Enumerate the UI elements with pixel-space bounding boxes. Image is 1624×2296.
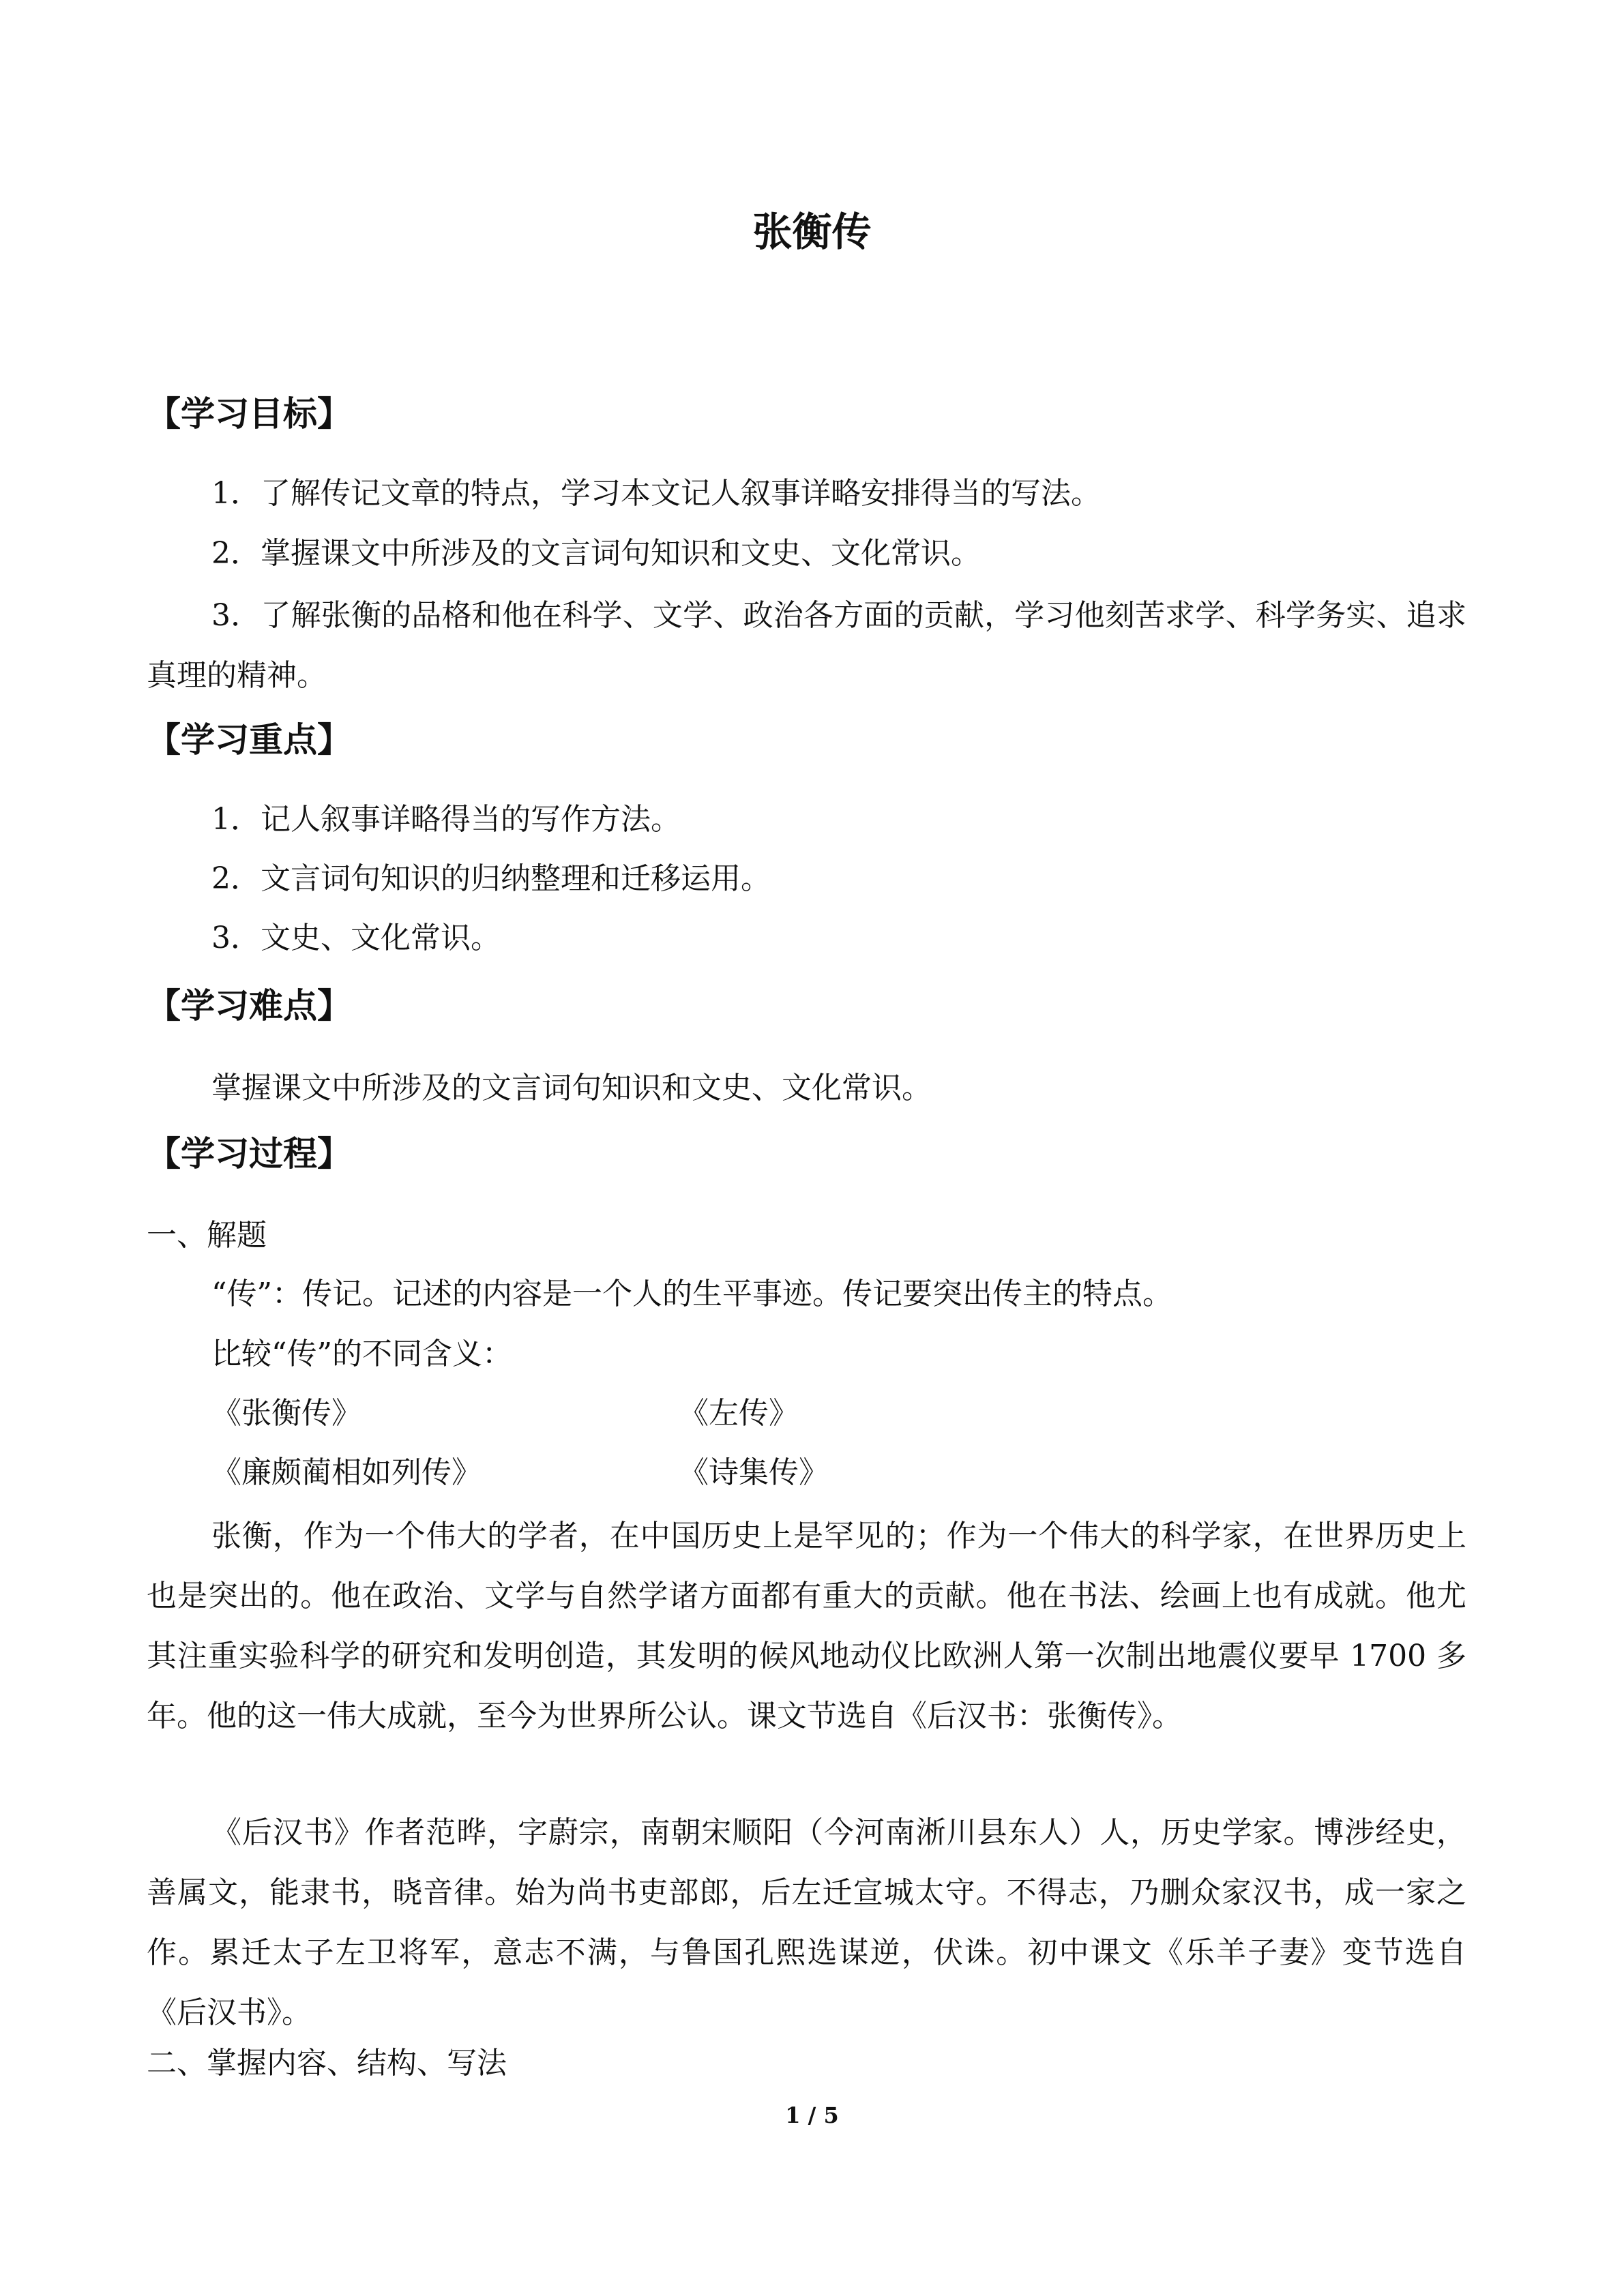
- compare-item-lianpo: 《廉颇蔺相如列传》: [211, 1455, 482, 1490]
- compare-item-shijizhuan: 《诗集传》: [679, 1455, 829, 1490]
- key-point-item-3: 3．文史、文化常识。: [211, 921, 501, 955]
- paragraph-zhangheng: 张衡，作为一个伟大的学者，在中国历史上是罕见的；作为一个伟大的科学家，在世界历史上也是突出的。他在政治、文学与自然学诸方面都有重大的贡献。他在书法、绘画上也有成就。他尤其注重实验科学的研究和发明创造，其发明的候风地动仪比欧洲人第一次制出地震仪要早 1700 多年。他的这一伟大成就，至今为世界所公认。课文节选自《后汉书：张衡传》。: [147, 1519, 1466, 1733]
- key-point-item-1: 1．记人叙事详略得当的写作方法。: [211, 802, 681, 837]
- compare-item-zhangheng: 《张衡传》: [211, 1396, 361, 1431]
- section-heading-key-points: 【学习重点】: [147, 720, 351, 760]
- paragraph-houhanshu: 《后汉书》作者范晔，字蔚宗，南朝宋顺阳（今河南淅川县东人）人，历史学家。博涉经史，善属文，能隶书，晓音律。始为尚书吏部郎，后左迁宣城太守。不得志，乃删众家汉书，成一家之作。累迁太子左卫将军，意志不满，与鲁国孔熙选谋逆，伏诛。初中课文《乐羊子妻》变节选自《后汉书》。: [147, 1815, 1466, 2030]
- section-heading-difficulties: 【学习难点】: [147, 986, 351, 1026]
- section-heading-process: 【学习过程】: [147, 1134, 351, 1174]
- page-number: 1 / 5: [785, 2102, 839, 2128]
- compare-intro: 比较“传”的不同含义：: [211, 1337, 512, 1371]
- zhuan-definition: “传”：传记。记述的内容是一个人的生平事迹。传记要突出传主的特点。: [211, 1277, 1172, 1311]
- goal-item-1: 1．了解传记文章的特点，学习本文记人叙事详略安排得当的写法。: [211, 476, 1101, 511]
- section-heading-goals: 【学习目标】: [147, 394, 351, 434]
- goal-item-2: 2．掌握课文中所涉及的文言词句知识和文史、文化常识。: [211, 536, 981, 571]
- part2-heading: 二、掌握内容、结构、写法: [147, 2046, 507, 2081]
- key-point-item-2: 2．文言词句知识的归纳整理和迁移运用。: [211, 861, 771, 896]
- part1-heading: 一、解题: [147, 1218, 267, 1253]
- difficulty-text: 掌握课文中所涉及的文言词句知识和文史、文化常识。: [211, 1071, 932, 1105]
- compare-item-zuozhuan: 《左传》: [679, 1396, 799, 1431]
- page-title: 张衡传: [752, 209, 872, 255]
- goal-item-3: 3．了解张衡的品格和他在科学、文学、政治各方面的贡献，学习他刻苦求学、科学务实、追求真理的精神。: [147, 598, 1466, 693]
